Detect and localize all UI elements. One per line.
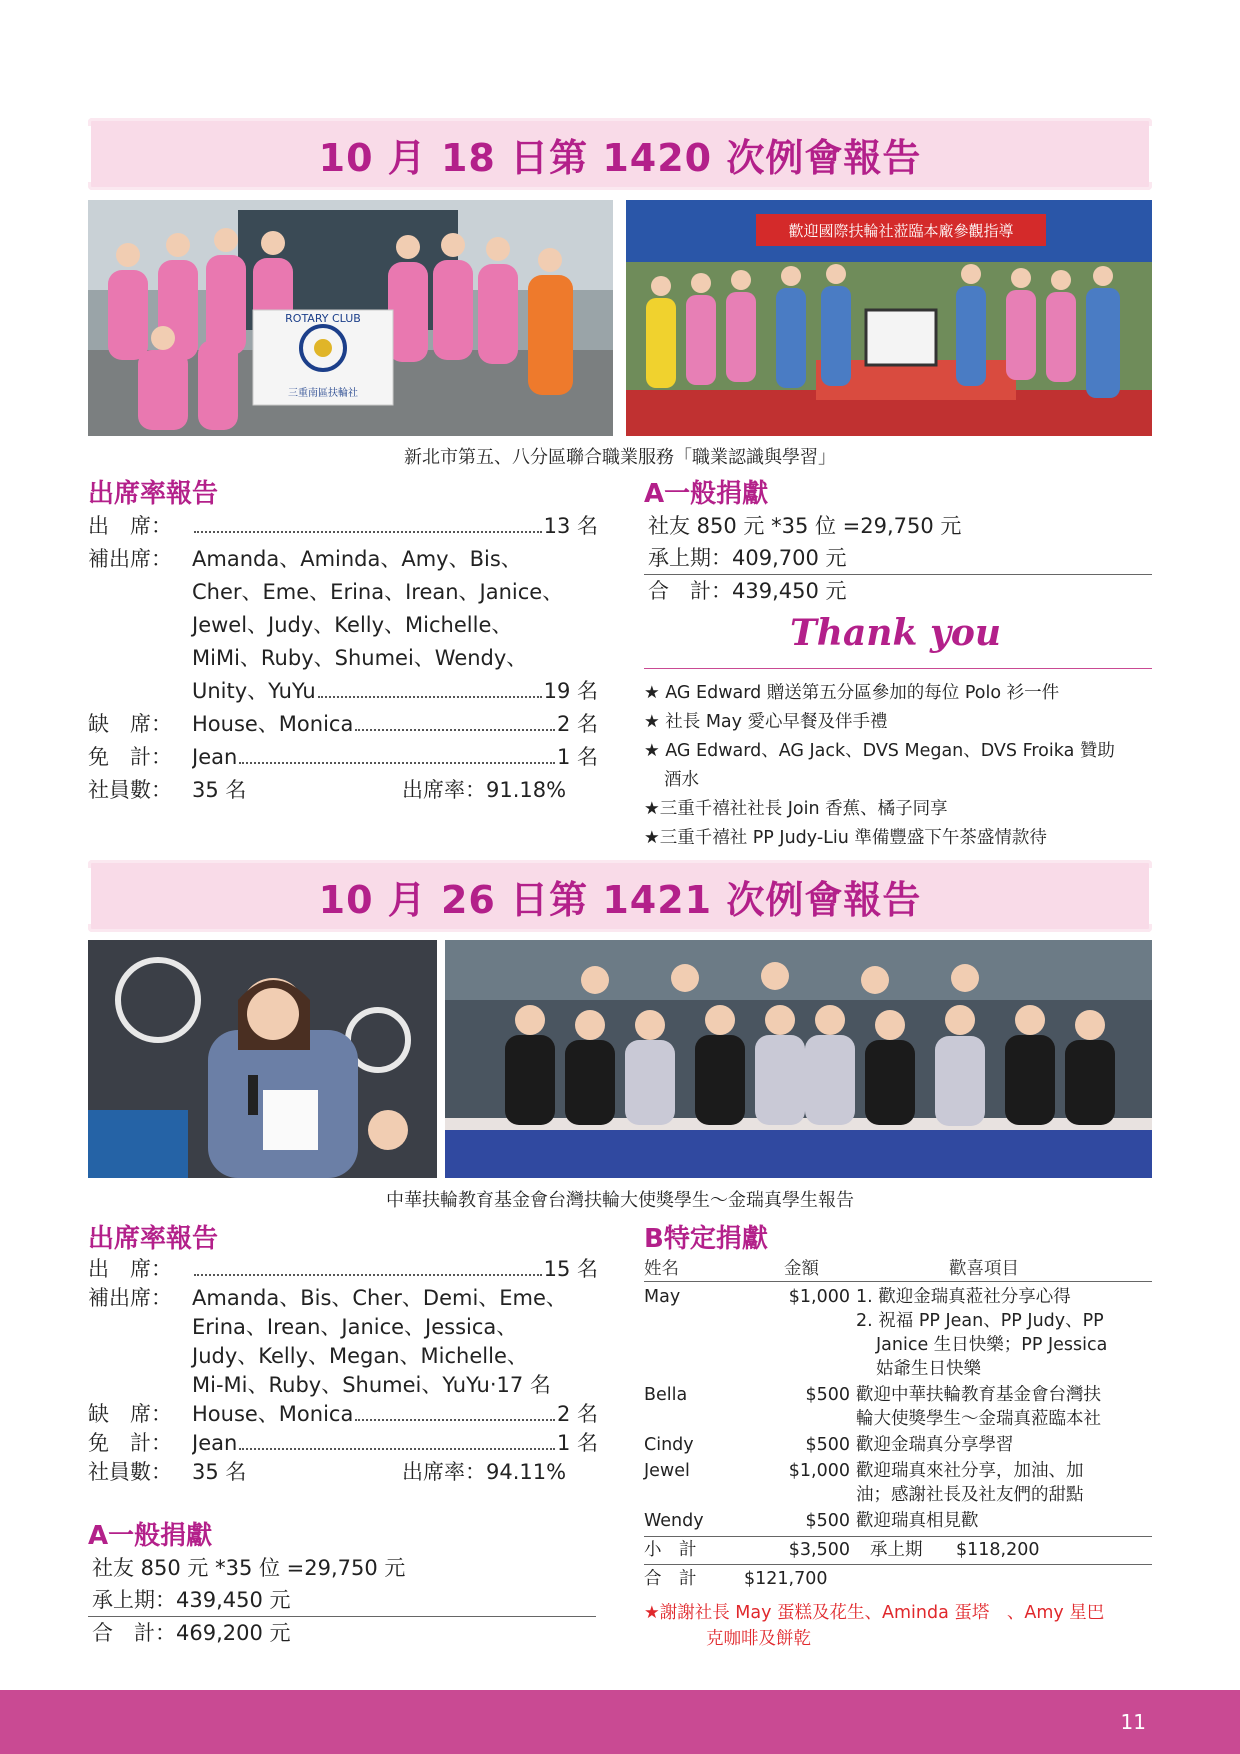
donation-line: 社友 850 元 *35 位 =29,750 元 <box>92 1556 406 1580</box>
donation-line: 承上期：439,450 元 <box>92 1588 291 1612</box>
total-row <box>644 1565 1152 1594</box>
members-label: 社員數： <box>88 778 172 802</box>
thank-you-divider <box>644 668 1152 669</box>
meeting1-title: 10 月 18 日第 1420 次例會報告 <box>318 135 922 180</box>
makeup-line: Amanda、Aminda、Amy、Bis、 <box>192 547 522 571</box>
thanks-note-line: 克咖啡及餅乾 <box>706 1629 811 1649</box>
table-row <box>644 1459 1152 1483</box>
rate-value: 94.11% <box>486 1460 567 1484</box>
row-item: Janice 生日快樂；PP Jessica <box>876 1335 1108 1355</box>
makeup-line: Cher、Eme、Erina、Irean、Janice、 <box>192 580 564 604</box>
row-amount: $1,000 <box>788 1287 850 1307</box>
meeting2-donation-b <box>644 1218 1152 1652</box>
row-item: 歡迎金瑞真分享學習 <box>856 1435 1014 1455</box>
page-number: 11 <box>1120 1710 1146 1734</box>
present-count: 13 名 <box>543 514 598 538</box>
subtotal-label: 小 計 <box>644 1540 697 1560</box>
subtotal-value: $3,500 <box>788 1540 850 1560</box>
exempt-row <box>88 1429 598 1458</box>
absent-count: 2 名 <box>556 712 598 736</box>
makeup-row <box>88 1284 598 1313</box>
total-label: 合 計 <box>644 1569 697 1589</box>
table-row <box>644 1357 1152 1381</box>
row-item: 油；感謝社長及社友們的甜點 <box>856 1485 1084 1505</box>
makeup-last-row <box>88 675 598 708</box>
thanks-item: ★三重千禧社社長 Join 香蕉、橘子同享 <box>644 799 948 819</box>
absent-row <box>88 1400 598 1429</box>
meeting1-attendance <box>88 473 598 807</box>
thank-you-script: Thank you <box>790 612 1002 654</box>
makeup-last: Mi-Mi、Ruby、Shumei、YuYu‧17 名 <box>192 1373 551 1397</box>
table-row <box>644 1333 1152 1357</box>
present-row <box>88 1255 598 1284</box>
donation-line: 社友 850 元 *35 位 =29,750 元 <box>648 514 962 538</box>
col-item-header: 歡喜項目 <box>949 1259 1019 1279</box>
meeting1-caption: 新北市第五、八分區聯合職業服務「職業認識與學習」 <box>404 447 836 468</box>
makeup-line: Jewel、Judy、Kelly、Michelle、 <box>192 613 513 637</box>
table-header <box>644 1255 1152 1281</box>
absent-count: 2 名 <box>556 1402 598 1426</box>
rate-label: 出席率： <box>402 1460 486 1484</box>
exempt-names: Jean <box>192 745 238 769</box>
col-name-header: 姓名 <box>644 1259 679 1279</box>
absent-row <box>88 708 598 741</box>
meeting2-attendance <box>88 1218 598 1487</box>
total-value: $121,700 <box>744 1569 828 1589</box>
table-row <box>644 1483 1152 1507</box>
meeting1-donation-a <box>644 473 1152 607</box>
row-item: 歡迎瑞真相見歡 <box>856 1511 979 1531</box>
members-value: 35 名 <box>192 778 247 802</box>
exempt-names: Jean <box>192 1431 238 1455</box>
present-count: 15 名 <box>543 1257 598 1281</box>
meeting2-banner <box>88 860 1152 932</box>
makeup-count: 19 名 <box>543 679 598 703</box>
attendance-heading: 出席率報告 <box>88 479 219 509</box>
table-row <box>644 1285 1152 1309</box>
makeup-last: Unity、YuYu <box>192 679 316 703</box>
row-item: 歡迎中華扶輪教育基金會台灣扶 <box>856 1385 1101 1405</box>
table-row <box>644 1509 1152 1533</box>
thanks-item: ★ AG Edward 贈送第五分區參加的每位 Polo 衫一件 <box>644 683 1060 703</box>
makeup-row <box>88 543 598 576</box>
table-row <box>644 1407 1152 1431</box>
table-row <box>644 1433 1152 1457</box>
meeting2-photo-right <box>445 940 1152 1178</box>
present-label: 出 席： <box>88 514 172 538</box>
thanks-item: ★三重千禧社 PP Judy-Liu 準備豐盛下午茶盛情款待 <box>644 828 1047 848</box>
exempt-count: 1 名 <box>556 1431 598 1455</box>
exempt-row <box>88 741 598 774</box>
exempt-label: 免 計： <box>88 745 172 769</box>
meeting1-thanks-list <box>644 679 1152 853</box>
row-amount: $1,000 <box>788 1461 850 1481</box>
donation-total: 合 計：469,200 元 <box>92 1621 291 1645</box>
prev-value: $118,200 <box>956 1540 1040 1560</box>
row-name: May <box>644 1287 681 1307</box>
thanks-note <box>644 1600 1152 1652</box>
page-footer <box>0 1690 1240 1754</box>
row-item: 2. 祝福 PP Jean、PP Judy、PP <box>856 1311 1104 1331</box>
makeup-label: 補出席： <box>88 1286 172 1310</box>
thanks-note-line: ★謝謝社長 May 蛋糕及花生、Aminda 蛋塔 、Amy 星巴 <box>644 1603 1105 1623</box>
members-label: 社員數： <box>88 1460 172 1484</box>
makeup-line: MiMi、Ruby、Shumei、Wendy、 <box>192 646 528 670</box>
meeting1-banner <box>88 118 1152 190</box>
present-label: 出 席： <box>88 1257 172 1281</box>
table-row <box>644 1309 1152 1333</box>
meeting2-title: 10 月 26 日第 1421 次例會報告 <box>318 877 922 922</box>
meeting2-caption: 中華扶輪教育基金會台灣扶輪大使獎學生～金瑞真學生報告 <box>386 1190 854 1211</box>
thanks-item: ★ 社長 May 愛心早餐及伴手禮 <box>644 712 888 732</box>
rate-label: 出席率： <box>402 778 486 802</box>
row-item: 歡迎瑞真來社分享，加油、加 <box>856 1461 1084 1481</box>
meeting1-photo-left <box>88 200 613 436</box>
row-name: Wendy <box>644 1511 704 1531</box>
row-amount: $500 <box>805 1511 850 1531</box>
welcome-banner-text: 歡迎國際扶輪社蒞臨本廠參觀指導 <box>788 222 1014 240</box>
donation-a-heading: A一般捐獻 <box>88 1521 213 1551</box>
absent-names: House、Monica <box>192 712 354 736</box>
rate-value: 91.18% <box>486 778 567 802</box>
row-name: Cindy <box>644 1435 694 1455</box>
table-row <box>644 1383 1152 1407</box>
makeup-line: Erina、Irean、Janice、Jessica、 <box>192 1315 518 1339</box>
meeting2-photo-left <box>88 940 437 1178</box>
makeup-line: Amanda、Bis、Cher、Demi、Eme、 <box>192 1286 567 1310</box>
donation-line: 承上期：409,700 元 <box>648 546 847 570</box>
row-name: Jewel <box>644 1461 690 1481</box>
row-item: 姑爺生日快樂 <box>876 1359 981 1379</box>
makeup-label: 補出席： <box>88 547 172 571</box>
members-value: 35 名 <box>192 1460 247 1484</box>
row-name: Bella <box>644 1385 688 1405</box>
row-item: 輪大使獎學生～金瑞真蒞臨本社 <box>856 1409 1101 1429</box>
col-amount-header: 金額 <box>784 1259 819 1279</box>
absent-label: 缺 席： <box>88 1402 172 1426</box>
subtotal-row <box>644 1537 1152 1564</box>
exempt-count: 1 名 <box>556 745 598 769</box>
rotary-sign-subtext: 三重南區扶輪社 <box>288 388 358 399</box>
prev-label: 承上期 <box>870 1540 923 1560</box>
meeting1-photo-right <box>626 200 1152 436</box>
row-amount: $500 <box>805 1385 850 1405</box>
absent-label: 缺 席： <box>88 712 172 736</box>
thanks-item: ★ AG Edward、AG Jack、DVS Megan、DVS Froika 贊助 <box>644 741 1115 761</box>
row-item: 1. 歡迎金瑞真蒞社分享心得 <box>856 1287 1071 1307</box>
donation-b-rows <box>644 1285 1152 1533</box>
attendance-heading: 出席率報告 <box>88 1224 219 1254</box>
thanks-item: 酒水 <box>664 770 699 790</box>
present-row <box>88 510 598 543</box>
meeting2-donation-a <box>88 1515 596 1649</box>
makeup-line: Judy、Kelly、Megan、Michelle、 <box>192 1344 528 1368</box>
members-row <box>88 1458 598 1487</box>
donation-b-heading: B特定捐獻 <box>644 1224 768 1254</box>
exempt-label: 免 計： <box>88 1431 172 1455</box>
absent-names: House、Monica <box>192 1402 354 1426</box>
members-row <box>88 774 598 807</box>
donation-a-heading: A一般捐獻 <box>644 479 769 509</box>
rotary-sign-text: ROTARY CLUB <box>285 312 361 325</box>
row-amount: $500 <box>805 1435 850 1455</box>
donation-total: 合 計：439,450 元 <box>648 579 847 603</box>
